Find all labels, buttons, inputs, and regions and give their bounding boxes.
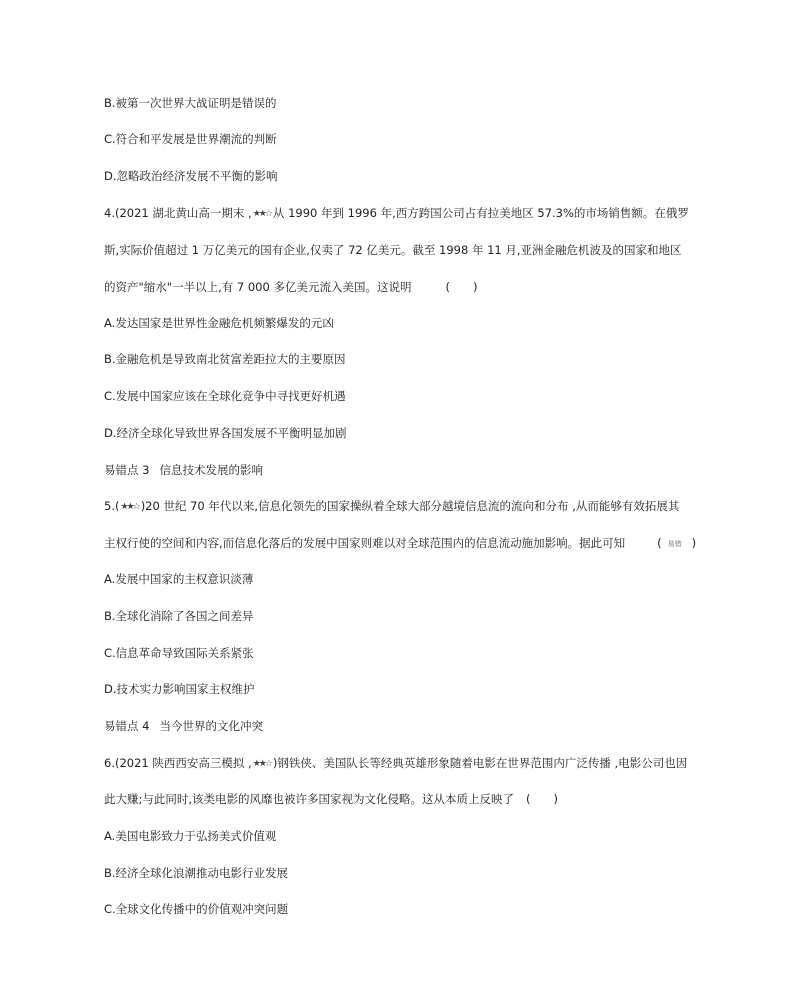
q5-answer-note: 易错 — [667, 540, 682, 548]
q4-source: 4.(2021 湖北黄山高一期末 , — [104, 206, 252, 220]
section-3-title: 信息技术发展的影响 — [159, 463, 263, 477]
q5-option-a: A.发展中国家的主权意识淡薄 — [104, 572, 254, 586]
section-4-title: 当今世界的文化冲突 — [159, 719, 263, 733]
q6-answer-paren: ( ) — [526, 792, 559, 806]
q4-stem-line-3 — [104, 279, 477, 295]
q5-stem-text-2: 主权行使的空间和内容,而信息化落后的发展中国家则难以对全球范围内的信息流动施加影响。据此可知 — [104, 536, 626, 550]
q5-option-b: B.全球化消除了各国之间差异 — [104, 609, 254, 623]
q4-answer-paren: ( ) — [445, 280, 478, 294]
q6-option-a: A.美国电影致力于弘扬美式价值观 — [104, 829, 277, 843]
q4-stem-text-1: 从 1990 年到 1996 年,西方跨国公司占有拉美地区 57.3%的市场销售额。在俄罗 — [272, 206, 689, 220]
q4-option-b: B.金融危机是导致南北贫富差距拉大的主要原因 — [104, 352, 346, 366]
q4-option-a: A.发达国家是世界性金融危机频繁爆发的元凶 — [104, 316, 334, 330]
q5-stem-line-1 — [104, 498, 679, 515]
q3-option-d: D.忽略政治经济发展不平衡的影响 — [104, 169, 278, 183]
q4-stem-line-2: 斯,实际价值超过 1 万亿美元的国有企业,仅卖了 72 亿美元。截至 1998 年 11 月,亚洲金融危机波及的国家和地区 — [104, 243, 682, 257]
q6-option-b: B.经济全球化浪潮推动电影行业发展 — [104, 866, 289, 880]
q4-option-c: C.发展中国家应该在全球化竞争中寻找更好机遇 — [104, 389, 346, 403]
q5-option-c: C.信息革命导致国际关系紧张 — [104, 646, 254, 660]
q3-option-b: B.被第一次世界大战证明是错误的 — [104, 96, 277, 110]
q5-answer-paren-open: ( — [657, 536, 662, 550]
q6-source: 6.(2021 陕西西安高三模拟 , — [104, 756, 252, 770]
q5-option-d: D.技术实力影响国家主权维护 — [104, 682, 255, 696]
q6-option-c: C.全球文化传播中的价值观冲突问题 — [104, 902, 289, 916]
difficulty-star-icon: ★★☆ — [252, 209, 271, 219]
q6-stem-line-2 — [104, 791, 558, 807]
q3-option-c: C.符合和平发展是世界潮流的判断 — [104, 132, 277, 146]
q4-option-d: D.经济全球化导致世界各国发展不平衡明显加剧 — [104, 426, 347, 440]
section-heading-3 — [104, 462, 263, 478]
q5-stem-text-1: )20 世纪 70 年代以来,信息化领先的国家操纵着全球大部分越境信息流的流向和分布 ,从而能够有效拓展其 — [140, 499, 680, 513]
difficulty-star-icon: ★★☆ — [120, 502, 139, 512]
q5-answer-paren-close: ) — [691, 536, 697, 550]
section-heading-4 — [104, 718, 263, 734]
q5-number: 5.( — [104, 499, 120, 513]
q4-stem-text-3: 的资产"缩水"一半以上,有 7 000 多亿美元流入美国。这说明 — [104, 280, 412, 294]
q4-stem-line-1 — [104, 205, 689, 222]
q6-stem-text-2: 此大赚;与此同时,该类电影的风靡也被许多国家视为文化侵略。这从本质上反映了 — [104, 792, 515, 806]
q6-stem-line-1 — [104, 755, 687, 772]
section-3-label: 易错点 3 — [104, 463, 150, 477]
difficulty-star-icon: ★★☆ — [252, 759, 271, 769]
q5-stem-line-2 — [104, 535, 696, 552]
q6-stem-text-1: )钢铁侠、美国队长等经典英雄形象随着电影在世界范围内广泛传播 ,电影公司也因 — [272, 756, 688, 770]
section-4-label: 易错点 4 — [104, 719, 150, 733]
